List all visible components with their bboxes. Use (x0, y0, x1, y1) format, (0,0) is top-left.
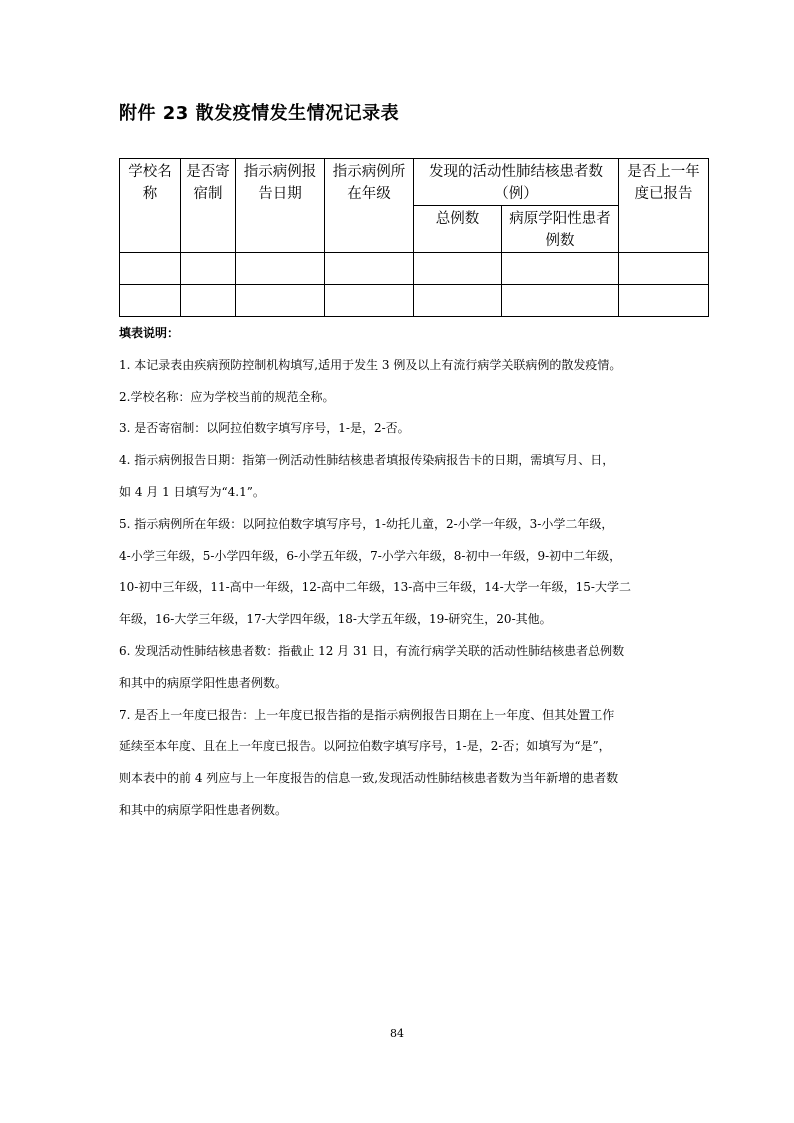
page-title: 附件 23 散发疫情发生情况记录表 (119, 103, 400, 124)
table-cell[interactable] (502, 285, 619, 317)
header-boarding: 是否寄宿制 (181, 159, 236, 253)
note-line: 年级，16-大学三年级，17-大学四年级，18-大学五年级，19-研究生，20-其他。 (119, 612, 552, 627)
table-cell[interactable] (120, 285, 181, 317)
header-total-cases: 总例数 (414, 206, 502, 253)
note-line: 如 4 月 1 日填写为“4.1”。 (119, 484, 265, 499)
note-line: 延续至本年度、且在上一年度已报告。以阿拉伯数字填写序号，1-是，2-否；如填写为“是”， (119, 739, 611, 754)
table-cell[interactable] (414, 285, 502, 317)
note-line: 5. 指示病例所在年级：以阿拉伯数字填写序号，1-幼托儿童，2-小学一年级，3-小学二年级， (119, 516, 614, 531)
table-cell[interactable] (120, 253, 181, 285)
table-cell[interactable] (619, 285, 709, 317)
note-line: 10-初中三年级，11-高中一年级，12-高中二年级，13-高中三年级，14-大学一年级，15-大学二 (119, 580, 631, 595)
table-cell[interactable] (414, 253, 502, 285)
table-row (120, 285, 709, 317)
note-line: 和其中的病原学阳性患者例数。 (119, 675, 288, 690)
table-cell[interactable] (619, 253, 709, 285)
note-line: 4. 指示病例报告日期：指第一例活动性肺结核患者填报传染病报告卡的日期，需填写月、日， (119, 453, 615, 468)
note-line: 4-小学三年级，5-小学四年级，6-小学五年级，7-小学六年级，8-初中一年级，9-初中二年级， (119, 548, 622, 563)
note-line: 1. 本记录表由疾病预防控制机构填写,适用于发生 3 例及以上有流行病学关联病例的散发疫情。 (119, 357, 622, 372)
header-pathogen-positive: 病原学阳性患者例数 (502, 206, 619, 253)
note-line: 3. 是否寄宿制：以阿拉伯数字填写序号，1-是，2-否。 (119, 421, 410, 436)
table-cell[interactable] (325, 253, 414, 285)
note-line: 6. 发现活动性肺结核患者数：指截止 12 月 31 日，有流行病学关联的活动性肺结核患者总例数 (119, 643, 625, 658)
notes-title: 填表说明： (119, 326, 180, 340)
header-school-name: 学校名称 (120, 159, 181, 253)
record-table (119, 158, 709, 317)
table-cell[interactable] (181, 285, 236, 317)
note-line: 和其中的病原学阳性患者例数。 (119, 802, 288, 817)
note-line: 则本表中的前 4 列应与上一年度报告的信息一致,发现活动性肺结核患者数为当年新增的患者数 (119, 771, 619, 786)
header-report-date: 指示病例报告日期 (236, 159, 325, 253)
page-number: 84 (390, 1027, 404, 1040)
note-line: 7. 是否上一年度已报告：上一年度已报告指的是指示病例报告日期在上一年度、但其处置工作 (119, 707, 615, 722)
table-cell[interactable] (236, 285, 325, 317)
header-reported-last-year: 是否上一年度已报告 (619, 159, 709, 253)
notes-section (119, 318, 691, 827)
table-cell[interactable] (502, 253, 619, 285)
table-row (120, 253, 709, 285)
note-line: 2.学校名称：应为学校当前的规范全称。 (119, 389, 335, 404)
table-cell[interactable] (236, 253, 325, 285)
header-grade: 指示病例所在年级 (325, 159, 414, 253)
table-cell[interactable] (325, 285, 414, 317)
header-found-patients: 发现的活动性肺结核患者数（例） (414, 159, 619, 206)
table-cell[interactable] (181, 253, 236, 285)
